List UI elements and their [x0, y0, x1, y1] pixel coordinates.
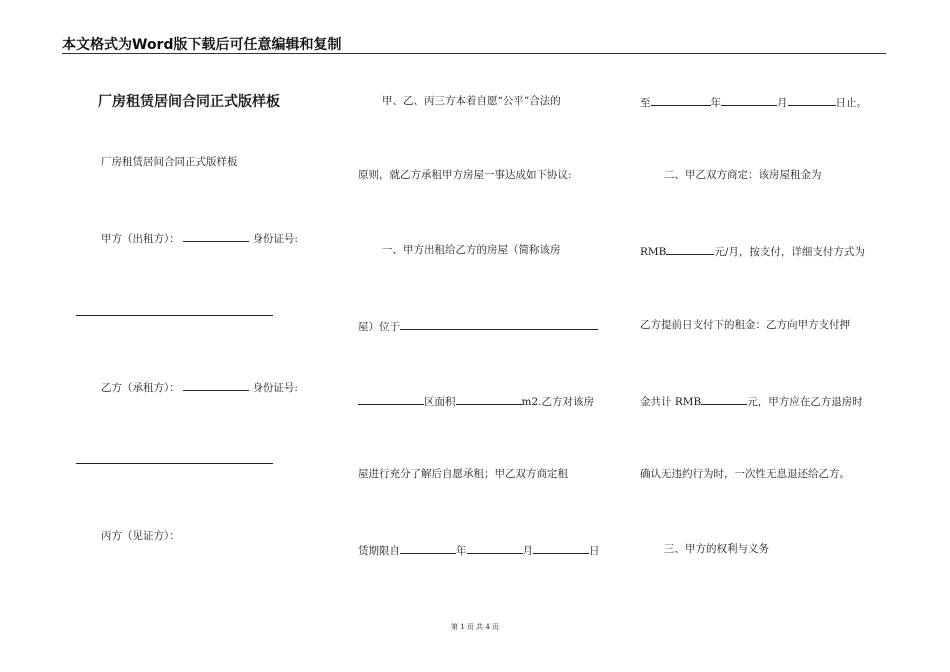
- deposit-terms-text: 元，甲方应在乙方退房时: [747, 396, 863, 408]
- col3-line-3: [640, 243, 865, 259]
- to-month-label: 月: [777, 97, 788, 109]
- lease-to-year-blank: [651, 94, 711, 106]
- party-b-line: [101, 379, 298, 395]
- col2-line-2: 原则，就乙方承租甲方房屋一事达成如下协议:: [358, 169, 572, 181]
- to-day-end-label: 日止。: [835, 97, 867, 109]
- location-label: 屋）位于: [358, 321, 400, 333]
- party-a-label: 甲方（出租方）：: [101, 233, 180, 245]
- to-year-label: 年: [710, 97, 721, 109]
- rent-currency-label: RMB: [640, 246, 667, 258]
- col2-line-6: 屋进行充分了解后自愿承租；甲乙双方商定租: [358, 468, 568, 480]
- party-a-id-label: 身份证号:: [252, 233, 298, 245]
- col2-line-4: [358, 318, 598, 334]
- party-a-name-blank: [183, 230, 249, 242]
- area-unit-text: m2.乙方对该房: [521, 396, 594, 408]
- year-label: 年: [456, 545, 467, 557]
- col2-line-7: [358, 542, 600, 558]
- rent-amount-blank: [666, 243, 714, 255]
- col2-line-1: 甲、乙、丙三方本着自愿“公平”合法的: [382, 95, 561, 107]
- party-a-line: [101, 230, 298, 246]
- party-b-name-blank: [183, 379, 249, 391]
- party-b-id-label: 身份证号:: [252, 382, 298, 394]
- banner-rule: [62, 53, 886, 54]
- page-banner: 本文格式为Word版下载后可任意编辑和复制: [62, 37, 342, 53]
- location-blank: [400, 318, 598, 330]
- col3-line-5: [640, 393, 863, 409]
- col2-line-3: 一、甲方出租给乙方的房屋（简称该房: [382, 244, 561, 256]
- party-a-id-blank: [76, 315, 273, 316]
- area-blank: [456, 393, 522, 405]
- district-blank: [358, 393, 424, 405]
- month-label: 月: [522, 545, 533, 557]
- rent-terms-text: 元/月，按支付，详细支付方式为: [714, 246, 865, 258]
- page-footer: 第 1 页 共 4 页: [450, 623, 500, 631]
- lease-from-label: 赁期限自: [358, 545, 400, 557]
- lease-from-year-blank: [400, 542, 456, 554]
- col3-line-4: 乙方提前日支付下的租金：乙方向甲方支付押: [640, 319, 850, 331]
- col3-line-2: 二、甲乙双方商定：该房屋租金为: [664, 169, 822, 181]
- col3-line-6: 确认无违约行为时，一次性无息退还给乙方。: [640, 468, 850, 480]
- lease-to-label: 至: [640, 97, 651, 109]
- deposit-amount-blank: [701, 393, 747, 405]
- party-b-label: 乙方（承租方）：: [101, 382, 180, 394]
- lease-from-day-blank: [533, 542, 589, 554]
- col3-line-1: [640, 94, 867, 110]
- document-title: 厂房租赁居间合同正式版样板: [98, 94, 280, 110]
- document-subtitle: 厂房租赁居间合同正式版样板: [101, 156, 238, 168]
- party-c-line: 丙方（见证方）：: [101, 530, 180, 542]
- deposit-label: 金共计 RMB: [640, 396, 702, 408]
- area-label: 区面积: [424, 396, 456, 408]
- day-label: 日: [589, 545, 600, 557]
- party-b-id-blank: [76, 463, 273, 464]
- lease-to-month-blank: [721, 94, 777, 106]
- lease-to-day-blank: [788, 94, 836, 106]
- col3-line-7: 三、甲方的权利与义务: [664, 543, 769, 555]
- col2-line-5: [358, 393, 594, 409]
- lease-from-month-blank: [467, 542, 523, 554]
